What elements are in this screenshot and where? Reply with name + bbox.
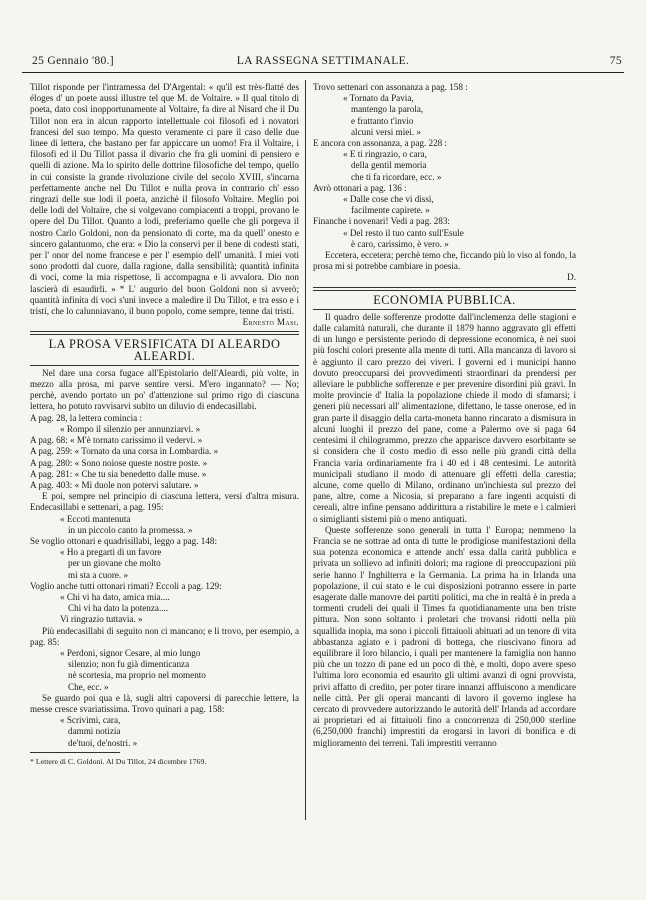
verse-line: « Del resto il tuo canto sull'Esule [343, 227, 464, 238]
right-column [313, 82, 576, 749]
body-line: Voglio anche tutti ottonari rimati? Eccoli a pag. 129: [30, 580, 222, 591]
body-paragraph: Più endecasillabi di seguito non ci mancano; e li trovo, per esempio, a pag. 85: [30, 625, 299, 647]
verse-line: è caro, carissimo, è vero. » [351, 238, 449, 249]
verse-line: « Scrivimi, cara, [60, 715, 121, 726]
quote-line: A pag. 68: « M'è tornato carissimo il vedervi. » [30, 435, 203, 446]
body-paragraph: Il quadro delle sofferenze prodotte dall'inclemenza delle stagioni e dalle calamità naturali, che durante il 1879 hanno aggravato gli effetti di un lungo e persistente periodo di depressione economica, è nei suoi più foschi colori presente alla mente di tutti. Alla mancanza di lavoro si è aggiunto il caro prezzo dei viveri. I governi ed i municipi hanno dovuto preoccuparsi dei provvedimenti straordinari da prendersi per alleviare le pubbliche sofferenze e per prevenire disordini più gravi. In molte provincie d' Italia la popolazione chiede il modo di sfamarsi; i generi più necessari all' alimentazione, difettano, le tasse onerose, ed in gran parte il disaggio della carta-moneta hanno rincarato a dismisura in alcuni luoghi il prezzo del pane, come a Palermo ove si paga 64 centesimi il chilogrammo, prezzo che apparisce davvero esorbitante se si considera che il costo medio di esso nelle più grandi città della Francia varia ordinariamente fra i 40 ed i 48 centesimi. Le autorità municipali studiano il modo di attenuare gli effetti della carestia; alcune, come quello di Milano, ordinano un'inchiesta sul prezzo del pane, altre, come a Nicosia, si preparano a fare ingenti acquisti di cereali, altre infine pensano addirittura a ristabilire le mete e i calmieri o simiglianti sistemi più o meno antiquati. [313, 311, 576, 524]
verse-line: Che, ecc. » [68, 681, 109, 692]
section-title-economia: ECONOMIA PUBBLICA. [373, 292, 516, 307]
body-paragraph: E poi, sempre nel principio di ciascuna lettera, versi d'altra misura. Endecasillabi e settenari, a pag. 195: [30, 491, 299, 513]
body-line: Finanche i novenari! Vedi a pag. 283: [313, 216, 450, 227]
verse-line: nè scortesia, ma proprio nel momento [68, 670, 206, 681]
verse-line: che ti fa ricordare, ecc. » [351, 171, 442, 182]
body-line: E ancora con assonanza, a pag. 228 : [313, 138, 448, 149]
body-line: Se voglio ottonari e quadrisillabi, leggo a pag. 148: [30, 535, 218, 546]
verse-line: facilmente capirete. » [351, 205, 430, 216]
body-line: Avrò ottonari a pag. 136 : [313, 182, 407, 193]
footnote: * Lettere di C. Goldoni. Al Du Tillot, 24 dicembre 1769. [30, 756, 207, 766]
body-paragraph: Queste sofferenze sono generali in tutta l' Europa; nemmeno la Francia se ne sottrae ad onta di tutte le prodigiose manifestazioni della sua potenza economica e attende anch' essa dalla carità pubblica e privata un sollievo ad infiniti dolori; ma ragione di preoccupazioni più serie hanno l' Inghilterra e la Germania. La prima ha in Irlanda una popolazione, il cui stato e le cui disposizioni potranno essere in parte esagerate dalle manovre dei partiti politici, ma che in realtà è in preda a tormenti crudeli dei quali il Times fa quotidianamente una ben triste pittura. Non sono soltanto i proletari che trovansi ridotti nella più squallida inopia, ma sono i piccoli fittaiuoli abituati ad un tenore di vita abbastanza agiato e i padroni di bottega, che riuscivano finora ad equilibrare il loro bilancio, i quali per mantenere la famiglia non hanno più che un tozzo di pane ed un poco di thè, e molti, dopo avere speso l'ultima loro economia ed esaurito gli ultimi avanzi di ogni provvista, privi affatto di credito, per poter tirare innanzi affluiscono a mendicare nelle città. Per gli operai mancanti di lavoro il governo inglese ha cercato di provvedere autorizzando le autorità dell' Irlanda ad accordare ai proprietari ed ai fittaiuoli fino a concorrenza di 250,000 sterline (6,250,000 franchi) imprestiti da erogarsi in lavori di bonifica e di miglioramento dei terreni. Tali imprestiti verranno [313, 524, 576, 748]
verse-line: « Chi vi ha dato, amica mia.... [60, 591, 170, 602]
verse-line: « E ti ringrazio, o cara, [343, 149, 427, 160]
column-divider [305, 80, 306, 820]
page-header [22, 54, 624, 73]
intro-paragraph: Nel dare una corsa fugace all'Epistolario dell'Aleardi, più volte, in mezzo alla prosa, mi parve sentire versi. M'ero ingannato? — No; perchè, avendo portato un po' d'attenzione sul primo rigo di ciascuna lettera, ho potuto ravvisarvi subito un diluvio di endecasillabi. [30, 367, 299, 412]
verse-line: e frattanto t'invio [351, 115, 414, 126]
verse-line: in un piccolo canto la promessa. » [68, 524, 193, 535]
verse-line: per un giovane che molto [68, 558, 161, 569]
verse-line: alcuni versi miei. » [351, 126, 421, 137]
title-rule [313, 309, 576, 310]
quote-line: A pag. 280: « Sono noiose queste nostre poste. » [30, 457, 208, 468]
quote-line: A pag. 403: « Mi duole non potervi salutare. » [30, 479, 199, 490]
journal-title: LA RASSEGNA SETTIMANALE. [236, 54, 410, 67]
section-divider [313, 287, 576, 291]
verse-line: de'tuoi, de'nostri. » [68, 737, 138, 748]
verse-line: « Ho a pregarti di un favore [60, 547, 162, 558]
section-title-aleardi: LA PROSA VERSIFICATA DI ALEARDO ALEARDI. [48, 337, 281, 363]
verse-line: mi sta a cuore. » [68, 569, 129, 580]
body-line: Trovo settenari con assonanza a pag. 158 : [313, 82, 468, 92]
page-number: 75 [609, 54, 622, 67]
verse-line: « Dalle cose che vi dissi, [343, 194, 434, 205]
opening-paragraph: Tillot risponde per l'intramessa del D'Argental: « qu'il est très-flatté des éloges d' un poete aussi illustre tel que M. de Voltaire. » Il qual titolo di poeta, dato così inopportunamente al Voltaire, fa dire al Nisard che il Du Tillot non era in alcun rapporto intellettuale coi filosofi ed i novatori francesi del suo tempo. Ma questo veramente ci pare il caso delle due linee di lettera, che bastano per far appiccare un uomo! Fra il Voltaire, i filosofi ed il Du Tillot passa il divario che fra gli uomini di pensiero e quelli di azione. Ma lo spirito delle dottrine filosofiche del tempo, quello in cui consiste la grande rivoluzione civile del secolo XVIII, s'incarna perfettamente anche nel Du Tillot e nulla prova in contrario ch' esso ringrazi delle sue lodi il poeta, anzichè il filosofo Voltaire. Meglio poi delle lodi del Voltaire, che si volgevano compiacenti a troppi, provano le opere del Du Tillot. Quanto a lodi, preferiamo quelle che gli porgeva il nostro Carlo Goldoni, non da pensionato di corte, ma da quell' onesto e sincero galantuomo, che era: « Dio la conservi per il bene di codesti stati, per l' onor del nome francese e per l' esempio dell' umanità. I miei voti sono prodotti dal cuore, dalla ragione, dalla sensibilità; quantità infinita di voci, come la mia rispettose, li accompagna e li avvalora. Dio non lascierà di esaudirli. » * L' augurio del buon Goldoni non si avverò; quantità infinita di voci s'unì invece a maledire il Du Tillot, e tra esso e i tristi, che lo calunniavano, il buon popolo, come sempre, tenne dai tristi. [30, 82, 299, 317]
body-paragraph: Se guardo poi qua e là, sugli altri capoversi di parecchie lettere, la messe cresce svariatissima. Trovo quinari a pag. 158: [30, 692, 299, 714]
verse-line: della gentil memoria [351, 160, 427, 171]
quote-line: A pag. 281: « Che tu sia benedetto dalle muse. » [30, 468, 207, 479]
verse-line: mantengo la parola, [351, 104, 424, 115]
quote-line: « Rompo il silenzio per annunziarvi. » [60, 423, 201, 434]
verse-line: dammi notizia [68, 726, 121, 737]
left-column [30, 82, 299, 767]
verse-line: « Eccoti mantenuta [60, 513, 131, 524]
footnote-rule [30, 752, 120, 753]
verse-line: « Perdoni, signor Cesare, al mio lungo [60, 647, 201, 658]
quote-line: A pag. 28, la lettera comincia : [30, 412, 142, 423]
verse-line: silenzio; non fu già dimenticanza [68, 659, 190, 670]
title-rule [30, 365, 299, 366]
closing-paragraph: Eccetera, eccetera; perchè temo che, ficcando più lo viso al fondo, la prosa mi si potrebbe cambiare in poesia. [313, 250, 576, 272]
author-signature: Ernesto Masi. [242, 317, 299, 328]
section-divider [30, 331, 299, 335]
verse-line: Chi vi ha dato la potenza.... [68, 603, 169, 614]
closing-signature: D. [567, 272, 576, 283]
verse-line: Vi ringrazio tuttavia. » [60, 614, 143, 625]
issue-date: 25 Gennaio '80.] [32, 54, 114, 67]
quote-line: A pag. 259: « Tornato da una corsa in Lombardia. » [30, 446, 219, 457]
verse-line: « Tornato da Pavia, [343, 93, 414, 104]
